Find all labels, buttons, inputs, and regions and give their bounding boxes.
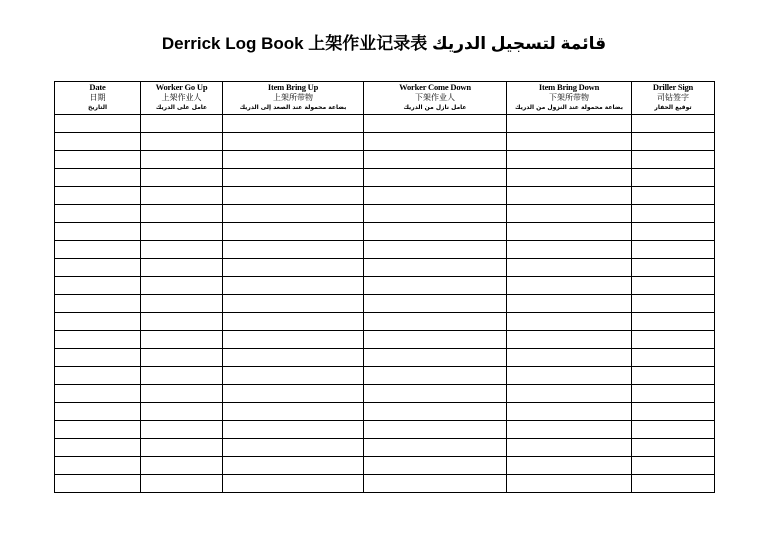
- table-cell-worker-go-up[interactable]: [141, 115, 223, 133]
- column-header-label-zh: 司钻签字: [657, 93, 689, 102]
- table-cell-worker-come-down[interactable]: [364, 439, 507, 457]
- table-cell-item-bring-up[interactable]: [223, 331, 364, 349]
- table-cell-date[interactable]: [55, 457, 141, 475]
- table-cell-worker-go-up[interactable]: [141, 367, 223, 385]
- table-cell-item-bring-down[interactable]: [507, 259, 632, 277]
- table-cell-worker-go-up[interactable]: [141, 169, 223, 187]
- column-header-label-en: Item Bring Up: [267, 82, 319, 92]
- log-table-body: [55, 115, 715, 493]
- table-cell-worker-come-down[interactable]: [364, 349, 507, 367]
- table-cell-worker-go-up[interactable]: [141, 241, 223, 259]
- table-cell-date[interactable]: [55, 367, 141, 385]
- derrick-log-table: [54, 81, 715, 493]
- table-row: [55, 151, 715, 169]
- table-cell-date[interactable]: [55, 331, 141, 349]
- table-cell-date[interactable]: [55, 475, 141, 493]
- column-header-label-zh: 下架作业人: [415, 93, 455, 102]
- table-cell-worker-go-up[interactable]: [141, 313, 223, 331]
- table-row: [55, 367, 715, 385]
- table-cell-driller-sign[interactable]: [632, 295, 715, 313]
- table-cell-item-bring-down[interactable]: [507, 403, 632, 421]
- table-cell-item-bring-down[interactable]: [507, 385, 632, 403]
- column-header-label-zh: 上架作业人: [161, 93, 202, 102]
- table-cell-driller-sign[interactable]: [632, 349, 715, 367]
- table-cell-worker-come-down[interactable]: [364, 223, 507, 241]
- column-header-item-bring-up: [223, 82, 364, 115]
- column-header-label-ar: التاريخ: [87, 104, 108, 111]
- table-cell-worker-go-up[interactable]: [141, 133, 223, 151]
- column-header-label-en: Item Bring Down: [538, 82, 600, 92]
- table-cell-worker-go-up[interactable]: [141, 349, 223, 367]
- table-row: [55, 205, 715, 223]
- table-cell-driller-sign[interactable]: [632, 439, 715, 457]
- table-cell-worker-go-up[interactable]: [141, 331, 223, 349]
- table-cell-worker-come-down[interactable]: [364, 475, 507, 493]
- table-cell-driller-sign[interactable]: [632, 277, 715, 295]
- table-cell-worker-go-up[interactable]: [141, 187, 223, 205]
- table-cell-worker-go-up[interactable]: [141, 403, 223, 421]
- table-row: [55, 349, 715, 367]
- table-cell-driller-sign[interactable]: [632, 367, 715, 385]
- column-header-label-en: Worker Come Down: [399, 82, 471, 92]
- table-cell-worker-come-down[interactable]: [364, 169, 507, 187]
- table-cell-date[interactable]: [55, 205, 141, 223]
- table-cell-worker-come-down[interactable]: [364, 151, 507, 169]
- column-header-label-en: Driller Sign: [652, 82, 694, 92]
- table-row: [55, 115, 715, 133]
- table-cell-worker-go-up[interactable]: [141, 457, 223, 475]
- table-cell-driller-sign[interactable]: [632, 259, 715, 277]
- table-cell-item-bring-up[interactable]: [223, 241, 364, 259]
- table-row: [55, 259, 715, 277]
- table-row: [55, 241, 715, 259]
- table-cell-worker-come-down[interactable]: [364, 277, 507, 295]
- table-cell-date[interactable]: [55, 421, 141, 439]
- table-cell-item-bring-up[interactable]: [223, 421, 364, 439]
- table-cell-item-bring-down[interactable]: [507, 277, 632, 295]
- table-cell-driller-sign[interactable]: [632, 403, 715, 421]
- table-cell-worker-come-down[interactable]: [364, 385, 507, 403]
- table-cell-date[interactable]: [55, 169, 141, 187]
- table-cell-date[interactable]: [55, 133, 141, 151]
- column-header-label-ar: عامل على الدريك: [155, 104, 208, 111]
- table-cell-item-bring-up[interactable]: [223, 403, 364, 421]
- table-cell-driller-sign[interactable]: [632, 223, 715, 241]
- table-row: [55, 295, 715, 313]
- table-cell-item-bring-down[interactable]: [507, 169, 632, 187]
- table-cell-item-bring-up[interactable]: [223, 169, 364, 187]
- table-cell-driller-sign[interactable]: [632, 475, 715, 493]
- table-row: [55, 403, 715, 421]
- table-cell-worker-go-up[interactable]: [141, 421, 223, 439]
- table-cell-item-bring-down[interactable]: [507, 187, 632, 205]
- table-cell-item-bring-down[interactable]: [507, 475, 632, 493]
- table-cell-worker-come-down[interactable]: [364, 115, 507, 133]
- table-cell-item-bring-up[interactable]: [223, 313, 364, 331]
- table-cell-item-bring-up[interactable]: [223, 133, 364, 151]
- column-header-date: [55, 82, 141, 115]
- table-cell-worker-come-down[interactable]: [364, 457, 507, 475]
- table-cell-item-bring-up[interactable]: [223, 367, 364, 385]
- table-cell-item-bring-down[interactable]: [507, 151, 632, 169]
- table-cell-date[interactable]: [55, 295, 141, 313]
- table-cell-driller-sign[interactable]: [632, 115, 715, 133]
- table-cell-driller-sign[interactable]: [632, 169, 715, 187]
- table-cell-worker-go-up[interactable]: [141, 151, 223, 169]
- table-cell-item-bring-down[interactable]: [507, 241, 632, 259]
- table-cell-item-bring-down[interactable]: [507, 295, 632, 313]
- table-cell-item-bring-up[interactable]: [223, 223, 364, 241]
- column-header-label-ar: بضاعة محمولة عند النزول من الدريك: [515, 104, 623, 111]
- table-cell-item-bring-up[interactable]: [223, 277, 364, 295]
- table-cell-driller-sign[interactable]: [632, 421, 715, 439]
- table-cell-item-bring-down[interactable]: [507, 457, 632, 475]
- table-cell-date[interactable]: [55, 151, 141, 169]
- table-cell-item-bring-down[interactable]: [507, 115, 632, 133]
- table-row: [55, 187, 715, 205]
- column-header-label-ar: توقيع الحفار: [654, 104, 692, 111]
- table-cell-worker-come-down[interactable]: [364, 241, 507, 259]
- table-cell-worker-go-up[interactable]: [141, 385, 223, 403]
- table-cell-date[interactable]: [55, 349, 141, 367]
- table-cell-date[interactable]: [55, 241, 141, 259]
- table-row: [55, 331, 715, 349]
- table-cell-item-bring-up[interactable]: [223, 349, 364, 367]
- table-cell-worker-go-up[interactable]: [141, 295, 223, 313]
- table-row: [55, 223, 715, 241]
- table-cell-worker-come-down[interactable]: [364, 187, 507, 205]
- table-cell-item-bring-up[interactable]: [223, 187, 364, 205]
- table-cell-worker-come-down[interactable]: [364, 295, 507, 313]
- table-cell-worker-go-up[interactable]: [141, 277, 223, 295]
- table-cell-worker-go-up[interactable]: [141, 475, 223, 493]
- table-cell-driller-sign[interactable]: [632, 241, 715, 259]
- table-cell-item-bring-down[interactable]: [507, 349, 632, 367]
- table-cell-worker-go-up[interactable]: [141, 223, 223, 241]
- table-cell-item-bring-down[interactable]: [507, 331, 632, 349]
- table-cell-driller-sign[interactable]: [632, 313, 715, 331]
- table-row: [55, 385, 715, 403]
- table-cell-date[interactable]: [55, 403, 141, 421]
- table-cell-worker-go-up[interactable]: [141, 439, 223, 457]
- column-header-worker-come-down: [364, 82, 507, 115]
- table-cell-item-bring-up[interactable]: [223, 295, 364, 313]
- table-row: [55, 457, 715, 475]
- table-cell-item-bring-up[interactable]: [223, 385, 364, 403]
- header-row: [55, 82, 715, 115]
- column-header-label-en: Date: [89, 82, 106, 92]
- table-cell-driller-sign[interactable]: [632, 331, 715, 349]
- table-cell-date[interactable]: [55, 115, 141, 133]
- table-cell-item-bring-up[interactable]: [223, 205, 364, 223]
- table-cell-date[interactable]: [55, 439, 141, 457]
- column-header-label-zh: 日期: [89, 93, 106, 102]
- table-cell-driller-sign[interactable]: [632, 133, 715, 151]
- column-header-label-ar: بضاعة محمولة عند الصعد إلى الدريك: [239, 104, 347, 111]
- table-cell-worker-come-down[interactable]: [364, 421, 507, 439]
- column-header-driller-sign: [632, 82, 715, 115]
- table-row: [55, 439, 715, 457]
- column-header-label-zh: 下架所带物: [549, 93, 589, 102]
- table-cell-driller-sign[interactable]: [632, 205, 715, 223]
- table-cell-item-bring-down[interactable]: [507, 421, 632, 439]
- table-row: [55, 475, 715, 493]
- table-cell-worker-come-down[interactable]: [364, 205, 507, 223]
- table-cell-driller-sign[interactable]: [632, 151, 715, 169]
- page-title: Derrick Log Book 上架作业记录表 قائمة لتسجيل الدريك: [161, 34, 607, 53]
- table-cell-date[interactable]: [55, 313, 141, 331]
- column-header-item-bring-down: [507, 82, 632, 115]
- table-cell-item-bring-up[interactable]: [223, 151, 364, 169]
- table-cell-item-bring-down[interactable]: [507, 313, 632, 331]
- column-header-worker-go-up: [141, 82, 223, 115]
- table-row: [55, 421, 715, 439]
- column-header-label-zh: 上架所带物: [273, 93, 313, 102]
- table-row: [55, 133, 715, 151]
- table-cell-worker-come-down[interactable]: [364, 331, 507, 349]
- table-cell-driller-sign[interactable]: [632, 385, 715, 403]
- table-cell-worker-come-down[interactable]: [364, 133, 507, 151]
- table-cell-driller-sign[interactable]: [632, 187, 715, 205]
- table-cell-item-bring-up[interactable]: [223, 475, 364, 493]
- table-cell-driller-sign[interactable]: [632, 457, 715, 475]
- table-cell-item-bring-up[interactable]: [223, 439, 364, 457]
- table-cell-worker-go-up[interactable]: [141, 259, 223, 277]
- table-row: [55, 277, 715, 295]
- table-cell-item-bring-down[interactable]: [507, 439, 632, 457]
- table-cell-date[interactable]: [55, 259, 141, 277]
- table-cell-date[interactable]: [55, 277, 141, 295]
- table-cell-item-bring-down[interactable]: [507, 367, 632, 385]
- table-cell-item-bring-down[interactable]: [507, 223, 632, 241]
- table-cell-date[interactable]: [55, 223, 141, 241]
- table-cell-item-bring-up[interactable]: [223, 259, 364, 277]
- table-cell-worker-come-down[interactable]: [364, 313, 507, 331]
- table-cell-worker-go-up[interactable]: [141, 205, 223, 223]
- table-cell-item-bring-up[interactable]: [223, 115, 364, 133]
- table-cell-date[interactable]: [55, 187, 141, 205]
- table-row: [55, 313, 715, 331]
- table-cell-date[interactable]: [55, 385, 141, 403]
- table-row: [55, 169, 715, 187]
- table-cell-item-bring-up[interactable]: [223, 457, 364, 475]
- table-cell-worker-come-down[interactable]: [364, 259, 507, 277]
- table-cell-worker-come-down[interactable]: [364, 367, 507, 385]
- column-header-label-en: Worker Go Up: [155, 82, 208, 92]
- table-cell-item-bring-down[interactable]: [507, 205, 632, 223]
- column-header-label-ar: عامل نازل من الدريك: [403, 104, 467, 111]
- table-cell-item-bring-down[interactable]: [507, 133, 632, 151]
- table-cell-worker-come-down[interactable]: [364, 403, 507, 421]
